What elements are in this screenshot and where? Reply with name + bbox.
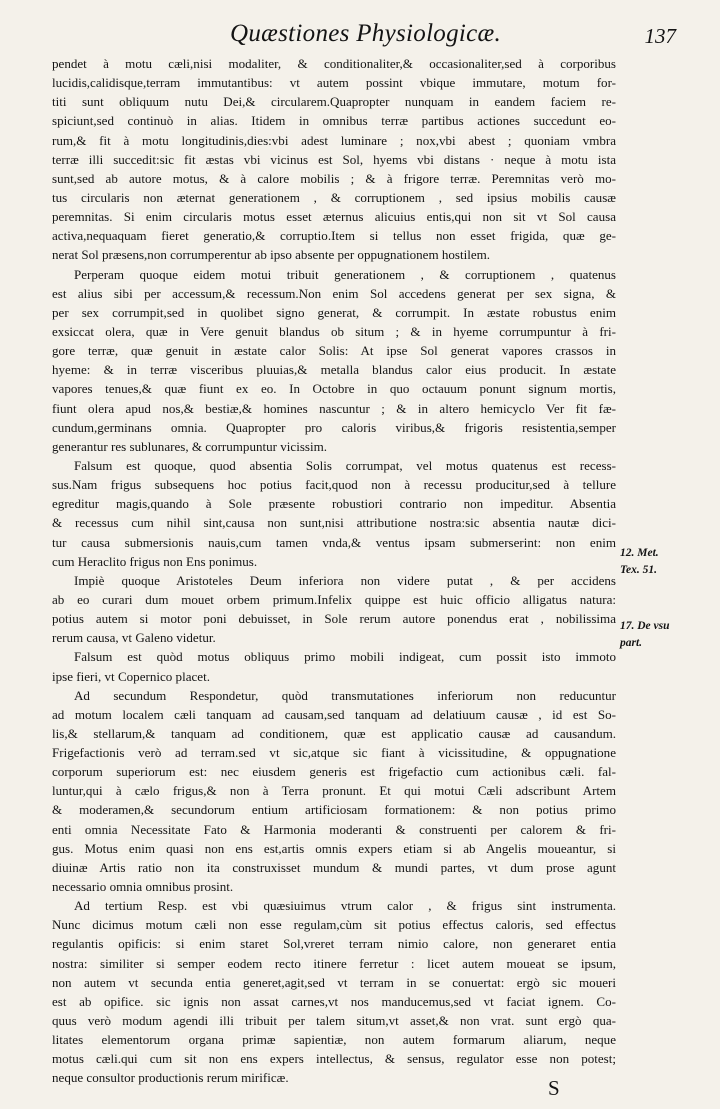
text-line: gus. Motus enim quasi non ens est,artis omnis expers etiam si ab Angelis moueantur, si — [52, 840, 616, 856]
text-line: ipse fieri, vt Copernico placet. — [52, 668, 210, 684]
text-line: titi sunt obliquum nutu Dei,& circularem.Quapropter nunquam in eandem faciem re- — [52, 94, 616, 110]
text-line: neque consultor productionis rerum mirificæ. — [52, 1070, 289, 1086]
paragraph — [52, 265, 616, 456]
margin-note: part. — [620, 637, 643, 649]
paragraph — [52, 896, 616, 1087]
text-line: exsiccat olera, quæ in Vere genuit blandus ob situm ; & in hyeme corrumpuntur à fri- — [52, 323, 616, 339]
text-line: gore terræ, quæ genuit in æstate calor Solis: At ipse Sol generat vapores crassos in — [52, 343, 616, 359]
text-line: Impiè quoque Aristoteles Deum inferiora non videre putat , & per accidens — [74, 572, 616, 588]
text-line: egreditur magis,quando à Sole præsente robustiori contrario non impeditur. Absentia — [52, 496, 616, 512]
margin-note: 17. De vsu — [620, 620, 670, 632]
margin-note: Tex. 51. — [620, 564, 657, 576]
text-line: regulantis opificis: si enim staret Sol,vreret terram nimio calore, non generaret entia — [52, 936, 616, 952]
text-line: activa,nequaquam fieret generatio,& corruptio.Item si tellus non esset frigida, quæ ge- — [52, 228, 616, 244]
text-line: cum Heraclito frigus non Ens ponimus. — [52, 553, 258, 569]
text-line: terræ illi succedit:sic fit æstas vbi vicinus est Sol, hyems vbi distans · neque à motu ista — [52, 151, 616, 167]
text-line: potius autem si motor poni debuisset, in Sole rerum autore ponendus erat , nobilissima — [52, 611, 616, 627]
page-number: 137 — [644, 24, 676, 48]
text-line: lucidis,calidisque,terram immutantibus: vt autem possint vbique immutare, motum for- — [52, 75, 616, 91]
text-line: sus.Nam frigus subsequens hoc potius facit,quod non à recessu producitur,sed à tellure — [52, 477, 616, 493]
text-line: cundum,germinans omnia. Quapropter pro caloris viribus,& frigoris resistentia,semper — [52, 419, 616, 435]
text-line: nostra: similiter si semper eodem recto itinere ferretur : licet autem moueat se ipsum, — [52, 955, 616, 971]
paragraph — [52, 571, 616, 648]
text-line: generantur res sublunares, & corrumpuntur vicissim. — [52, 438, 328, 454]
text-line: Frigefactionis verò ad terram.sed vt sic,atque sic fiant à vicissitudine, & oppugnatione — [52, 745, 616, 761]
text-line: vapores tenues,& quæ fiunt ex eo. In Octobre in quo octauum ponunt signum mortis, — [52, 381, 616, 397]
text-line: Falsum est quoque, quod absentia Solis corrumpat, vel motus quatenus est recess- — [74, 457, 616, 473]
text-line: spiciunt,sed continuò in alias. Itidem in omnibus terræ partibus actiones succedunt eo- — [52, 113, 616, 129]
text-line: per sex corrumpit,sed in quolibet signo generat, & corrumpit. In æstate robustus enim — [52, 304, 616, 320]
text-line: hyeme: & in terræ visceribus pluuias,& metalla blandus calor eius producit. In æstate — [52, 362, 616, 378]
text-line: litates elementorum organa primæ sapientiæ, non autem formarum aliarum, neque — [52, 1032, 616, 1048]
page-header — [0, 14, 720, 54]
text-line: lis,& stellarum,& tanquam ad conditionem, quæ est applicatio causæ ad causandum. — [52, 725, 616, 741]
text-line: ad motum localem cæli tanquam ad causam,sed tanquam ad delatiuum causæ , id est So- — [52, 706, 616, 722]
text-line: peremnitas. Si enim circularis motus esset æternus alicuius entis,qui non sit vt Sol causa — [52, 209, 616, 225]
text-line: & moderamen,& secundorum entium artificiosam formationem: & non potius primo — [52, 802, 616, 818]
text-line: pendet à motu cæli,nisi modaliter, & conditionaliter,& occasionaliter,sed à corporibus — [52, 56, 616, 71]
text-line: ab eo curari dum mouet orbem primum.Infelix quippe est huic officio alligatus natura: — [52, 591, 616, 607]
running-title: Quæstiones Physiologicæ. — [230, 20, 502, 47]
text-line: non autem vt secunda entia generet,agit,sed vt terram in se conuertat: ergò sic moueri — [52, 974, 616, 990]
text-line: Ad secundum Respondetur, quòd transmutationes inferiorum non reducuntur — [74, 687, 616, 703]
text-line: rum,& fit à motu longitudinis,dies:vbi adest luminare ; nox,vbi abest ; quoniam vmbra — [52, 132, 616, 148]
text-line: sunt,sed ab autore motus, & à calore mobilis ; & à frigore terræ. Peremnitas verò mo- — [52, 170, 616, 186]
text-line: quus verò modum agendi illi tribuit per talem situm,vt asset,& non vrat. sunt ergò qua- — [52, 1013, 616, 1029]
text-line: corporum superiorum est: nec eiusdem generis est frigefactio cum actionibus cæli. fal- — [52, 764, 616, 780]
text-line: Perperam quoque eidem motui tribuit generationem , & corruptionem , quatenus — [74, 266, 616, 282]
paragraph — [52, 686, 616, 897]
text-line: diuinæ Artis ratio non ita construxisset mundum & mundi partes, vt dum prose agunt — [52, 859, 616, 875]
text-line: tur causa submersionis nauis,cum tamen vnda,& ventus ipsam submerserint: non enim — [52, 534, 616, 550]
text-line: Ad tertium Resp. est vbi quæsiuimus vtrum calor , & frigus sint instrumenta. — [74, 898, 616, 914]
text-line: Falsum est quòd motus obliquus primo mobili indigeat, cum possit isto immoto — [74, 649, 616, 665]
text-line: motus cæli.qui cum sit non ens expers intellectus, & sensus, regulator esse non potest; — [52, 1051, 616, 1067]
text-line: rerum causa, vt Galeno videtur. — [52, 630, 216, 646]
text-line: Nunc dicimus motum cæli non esse regulam,cùm sit potius effectus caloris, sed effectus — [52, 917, 616, 933]
text-line: fiunt olera apud nos,& bestiæ,& homines nascuntur ; & in altero hemicyclo Ver fit fæ- — [52, 400, 616, 416]
text-line: nerat Sol præsens,non corrumperentur ab ipso absente per oppugnationem hostilem. — [52, 247, 491, 263]
text-line: necessario omnia omnibus prosint. — [52, 879, 234, 895]
text-line: & recessus cum nihil sint,causa non sunt,nisi attributione nostra:sic absentia nautæ dici- — [52, 515, 616, 531]
text-line: luntur,qui à cælo frigus,& non à Terra pronunt. Et qui motui Cæli adscribunt Artem — [52, 783, 616, 799]
signature-mark: S — [548, 1076, 560, 1100]
text-line: est alius sibi per accessum,& recessum.Non enim Sol accedens generat per sex signa, & — [52, 285, 616, 301]
text-line: enti omnia Necessitate Fato & Harmonia moderanti & construenti per calorem & fri- — [52, 821, 616, 837]
text-line: est ab opifice. sic ignis non assat carnes,vt nos manducemus,sed vt faciat ignem. Co- — [52, 993, 616, 1009]
margin-note: 12. Met. — [620, 547, 659, 559]
paragraph — [52, 647, 616, 685]
body-text — [52, 54, 616, 1088]
paragraph — [52, 54, 616, 265]
text-line: tus circularis non æternat generationem , & corruptionem , sed ipsius mobilis causæ — [52, 189, 616, 205]
paragraph — [52, 456, 616, 571]
